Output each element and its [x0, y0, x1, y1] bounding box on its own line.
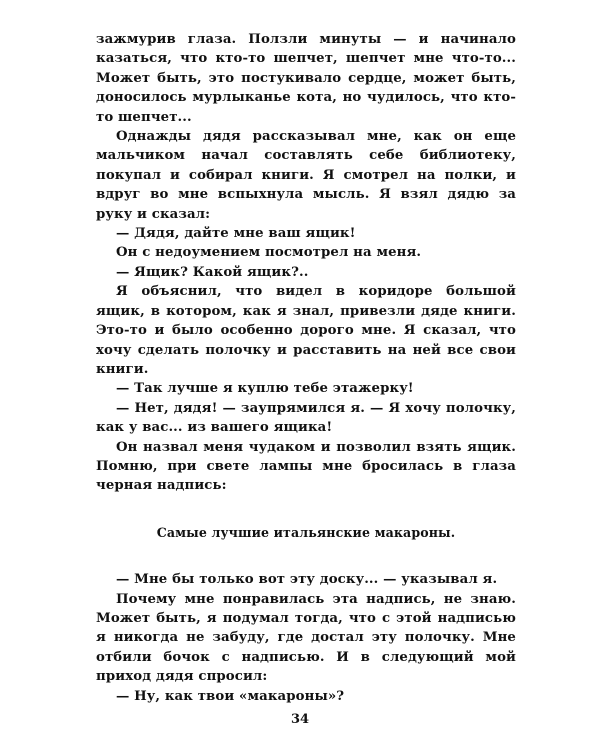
paragraph: — Ящик? Какой ящик?..	[116, 264, 309, 280]
paragraph: зажмурив глаза. Ползли минуты — и начинало казаться, что кто-то шепчет, шепчет мне что-то... Может быть, это постукивало сердце, может быть, доносилось мурлыканье кота, но чудилось, что кто-то шепчет...	[96, 32, 516, 125]
paragraph: — Так лучше я куплю тебе этажерку!	[116, 381, 414, 397]
paragraph: Я объяснил, что видел в коридоре большой ящик, в котором, как я знал, привезли дяде книги. Это-то и было особенно дорого мне. Я сказал, что хочу сделать полочку и расставить на ней все свои книги.	[96, 284, 516, 377]
paragraph: — Дядя, дайте мне ваш ящик!	[116, 226, 356, 242]
paragraph: — Нет, дядя! — заупрямился я. — Я хочу полочку, как у вас... из вашего ящика!	[96, 400, 516, 436]
book-page	[96, 30, 516, 706]
page-number: 34	[290, 712, 310, 727]
paragraph: Однажды дядя рассказывал мне, как он еще мальчиком начал составлять себе библиотеку, покупал и собирал книги. Я смотрел на полки, и вдруг во мне вспыхнула мысль. Я взял дядю за руку и сказал:	[96, 129, 516, 222]
paragraph: — Мне бы только вот эту доску... — указывал я.	[116, 572, 498, 588]
paragraph: — Ну, как твои «макароны»?	[116, 688, 345, 704]
paragraph: Почему мне понравилась эта надпись, не знаю. Может быть, я подумал тогда, что с этой надписью я никогда не забуду, где достал эту полочку. Мне отбили бочок с надписью. И в следующий мой приход дядя спросил:	[96, 591, 516, 685]
paragraph: Он назвал меня чудаком и позволил взять ящик. Помню, при свете лампы мне бросилась в глаза черная надпись:	[96, 439, 516, 494]
paragraph: Он с недоумением посмотрел на меня.	[116, 245, 422, 261]
inscription-heading: Самые лучшие итальянские макароны.	[156, 524, 456, 540]
